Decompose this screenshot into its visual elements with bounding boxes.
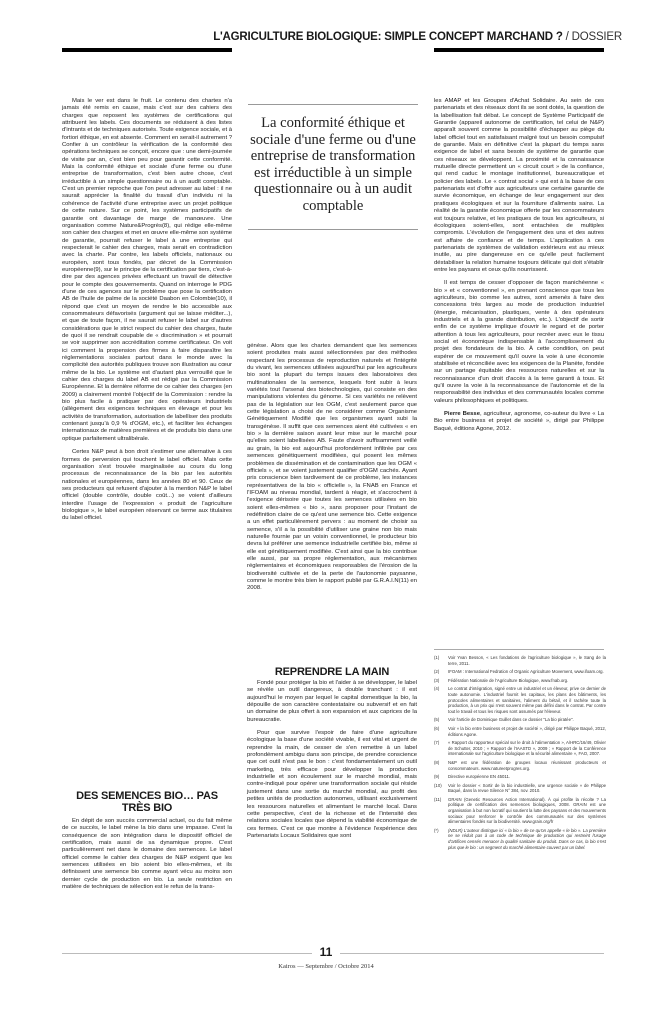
paragraph: Mais le ver est dans le fruit. Le contenu des chartes n'a jamais été remis en cause, mais c'est sur des cahiers des charges que reposent les systèmes de certifications qui attribuent les labels. Ces documents se réduisent à des listes d'intrants et de techniques autorisés. Toute exigence sociale, et à fortiori éthique, en est absente. Comment en serait-il autrement ? Confier à un contrôleur la vérification de la conformité des opérations techniques se conçoit, encore que : une demi-journée de visite par an, c'est bien peu pour garantir cette conformité. Mais la conformité éthique et sociale d'une ferme ou d'une entreprise de transformation, c'est bien autre chose, c'est irréductible à un simple questionnaire ou à un audit comptable. C'est un premier reproche que l'on peut adresser au label : il ne saurait apprécier la finalité du travail d'un individu ni la cohérence de l'activité d'une entreprise avec un projet politique de cette nature. Sur ce point, les systèmes participatifs de garantie ont davantage de marge de manœuvre. Une organisation comme Nature&Progrès(8), qui rédige elle-même son cahier des charges et met en œuvre elle-même son système de garantie, pourrait refuser le label à une entreprise qui respecterait le cahier des charges, mais serait en contradiction avec la charte. Par contre, les labels officiels, nationaux ou européen, sont tous fondés, par décret de la Commission européenne(9), sur le principe de la certification par tiers, c'est-à-dire par des agences privées effectuant un travail de détective pour le compte des gouvernements. Quand on interroge le PDG d'une de ces agences sur le problème que pose la certification AB de l'huile de palme de la société Daabon en Colombie(10), il répond que c'est un moyen de rendre le bio accessible aux consommateurs défavorisés (argument qui se laisse méditer...), et que de toute façon, il ne saurait refuser le label sur d'autres considérations que le strict respect du cahier des charges, faute de quoi il se rendrait coupable de « discrimination » et pourrait se voir supprimer son accréditation comme certificateur. On voit ici comment la propension des firmes à faire disparaître les réglementations sociales partout dans le monde avec la complicité des autorités publiques trouve son illustration au cœur même de la bio. Le système est d'autant plus verrouillé que le cahier des charges du label AB est rédigé par la Commission Européenne. Et la dernière réforme de ce cahier des charges (en 2009) a clairement montré l'objectif de la Commission : rendre la bio plus facile à pratiquer par des opérateurs industriels (allègement des exigences techniques en élevage et pour les activités de transformation, autorisation de labelliser des produits contenant jusqu'à 0,9 % d'OGM, etc.), et faciliter les échanges internationaux de matières premières et de produits bio dans une optique parfaitement ultralibérale. [62,98,232,442]
footnote [434,783,606,794]
footnote-number: (1) [434,655,440,660]
paragraph: Pour que survive l'espoir de faire d'une agriculture écologique la base d'une société vivable, il est vital et urgent de reprendre la main, de cesser de s'en remettre à un label profondément ambigu dans son principe, de prendre conscience que cet outil n'est pas le bon : c'est fondamentalement un outil marketing, très efficace pour développer la production industrielle et son écoulement sur le marché mondial, mais contre-indiqué pour opérer une transformation sociale qui réside justement dans une sortie du marché mondial, au profit des petites unités de production autonomes, utilisant exclusivement les ressources naturelles et alimentant le marché local. Dans cette perspective, c'est de la richesse et de l'intensité des relations sociales locales que dépend la viabilité économique de ces fermes. C'est ce que montre à l'évidence l'expérience des Partenariats Locaux Solidaires que sont [247,730,417,839]
footnote-number: (6) [434,725,440,731]
footnote [434,686,606,714]
publication-line: Kairos — Septembre / Octobre 2014 [278,963,374,970]
footnote-text: IFOAM : International Fedration of Organic Agriculture Movement, www.ifoam.org. [448,669,604,675]
footnote [434,828,606,850]
header-title: L'AGRICULTURE BIOLOGIQUE: SIMPLE CONCEPT MARCHAND ? [213,31,563,43]
page-number: 11 [319,945,333,959]
footnote-number: (2) [434,669,440,675]
paragraph: les AMAP et les Groupes d'Achat Solidaire. Au sein de ces partenariats et des réseaux dont ils se sont dotés, la question de la labellisation fait débat. Le concept de Système Participatif de Garantie (appareil autonome de certification, tel celui de N&P) apparaît souvent comme la possibilité d'échapper au piège du label officiel tout en satisfaisant malgré tout un besoin compulsif de garantie. Mais en définitive c'est la plupart du temps sans exigence de label et sans besoin de système de garantie que ces réseaux se développent. La proximité et la connaissance mutuelle directe permettent un « circuit court » de la confiance, qui rend caduc le montage institutionnel, bureaucratique et policier des labels. Le « contrat social » qui est à la base de ces partenariats est d'offrir aux agriculteurs une certaine garantie de survie économique, en échange de leur engagement sur des pratiques écologiques et sur la fourniture d'aliments sains. La réalité de la garantie économique offerte par les consommateurs est toujours relative, et les pratiques de tous les agriculteurs, si écologiques soient-elles, sont entachées de multiples compromis. L'évolution de l'engagement des uns et des autres est affaire de confiance et de temps. L'application à ces partenariats de systèmes de validation extérieurs est au mieux inutile, au pire dangereuse en ce qu'elle peut facilement déstabiliser la relation humaine toujours délicate qui doit s'établir entre les paysans et ceux qu'ils nourrissent. [434,98,604,273]
article-column-2 [247,343,417,599]
footnote [434,678,606,684]
footnote-number: (4) [434,686,440,692]
author-bio: , agriculteur, agronome, co-auteur du livre « La Bio entre business et projet de société », dirigé par Philippe Baqué, éditions Agone, 2012. [434,411,604,432]
footnote-number: (9) [434,774,440,780]
article-column-1-continued [62,818,232,897]
paragraph: Il est temps de cesser d'opposer de façon manichéenne « bio » et « conventionnel », en prenant conscience que tous les agriculteurs, bio comme les autres, sont amenés à faire des concessions très larges au mode de production industriel (énergie, mécanisation, plastiques, vente à des opérateurs industriels et à la grande distribution, etc.). L'objectif de sortir enfin de ce système implique d'ouvrir le regard et de porter attention à tous les agriculteurs, pour recréer avec eux le tissu social et économique indispensable à l'accomplissement du projet des fondateurs de la bio. À cette condition, on peut espérer de ce mouvement qu'il ouvre la voie à une économie stabilisée et réconciliée avec les exigences de la Planète, fondée sur un partage équitable des ressources naturelles et sur la reconnaissance d'un droit d'accès à la terre garanti à tous. Et qu'il ouvre la voie à la reconnaissance de l'autonomie et de la responsabilité des individus et des communautés locales comme valeurs philosophiques et politiques. [434,280,604,404]
footnote-text: Le contrat d'intégration, signé entre un industriel et un éleveur, prive ce dernier de toute autonomie. L'industriel fournit les capitaux, les plans des bâtiments, les protocoles alimentaires et sanitaires, l'aliment du bétail, et il rachète toute la production, à un prix qui n'est souvent même pas défini dans le contrat. Par contre tout le travail et tous les risques sont assumés par l'éleveur. [448,686,606,714]
footnote-number: (10) [434,782,442,788]
footnote [434,740,606,757]
footnote-text: Fédération Nationale de l'Agriculture Biologique, www.fnab.org. [448,677,569,683]
footnote-text: GRAIN (Genetic Resources Action International). À qui profite la récolte ? La politique de certification des semences biologiques, 2008. GRAIN est une organisation à but non lucratif qui soutient la lutte des paysans et des mouvements sociaux pour renforcer le contrôle des communautés sur des systèmes alimentaires fondés sur la biodiversité. www.grain.org/fr [448,796,606,825]
footnote-text: Voir Yvan Besson, « Les fondations de l'agriculture biologique », le Sang de la terre, 2011. [448,655,606,666]
footnote-number: (7) [434,740,440,746]
subheading-reprendre: REPRENDRE LA MAIN [274,666,390,678]
footnote [434,717,606,723]
top-rule-left [62,48,232,52]
footnote-text: Directive européenne EN 45011. [448,774,511,780]
paragraph: Fondé pour protéger la bio et l'aider à se développer, le label se révèle un outil dangereux, à double tranchant : il est aujourd'hui le moyen par lequel le capital domestique la bio, la dépouille de son caractère contestataire ou subversif et en fait un domaine de plus offert à son expansion et aux caprices de la bureaucratie. [247,680,417,723]
footnote-text: Voir l'article de Dominique Guillet dans ce dossier "La bio piratée". [448,717,574,723]
footnote-number: (11) [434,796,442,802]
top-rule-right [434,48,604,52]
paragraph: Certes N&P peut à bon droit s'estimer une alternative à ces formes de perversion qui touchent le label officiel. Mais cette organisation s'est trouvée marginalisée au cours du long processus de reconnaissance de la bio par les autorités nationales et européennes, dans les années 80 et 90. Ceux de ses producteurs qui refusent d'ajouter à la mention N&P le label officiel (double contrôle, double coût...) se voient d'ailleurs interdire l'usage de l'expression « produit de l'agriculture biologique », le label européen réservant ce terme aux titulaires du label officiel. [62,449,232,522]
footnote [434,726,606,737]
footnote-text: « Rapport du rapporteur spécial sur le droit à l'alimentation », A/HRC/16/49, Olivier de Schutter, 2010 ; « Rapport de l'IAASTD », 2009 ; « Rapport de la Conférence internationale sur l'agriculture biologique et la sécurité alimentaire », FAO, 2007. [448,740,606,757]
author-name: Pierre Besse [444,411,480,418]
pull-quote: La conformité éthique et sociale d'une ferme ou d'une entreprise de transformation est irréductible à un simple questionnaire ou à un audit comptable [248,104,418,230]
footnote-text: Voir « la bio entre business et projet de société », dirigé par Philippe Baqué, 2012, éditions Agone. [448,725,606,737]
footnote [434,774,606,780]
footnotes-divider [434,649,604,650]
footnote [434,669,606,675]
footnote-number: (8) [434,759,440,765]
footnotes [434,655,606,853]
running-header [0,31,622,43]
footnote-number: (3) [434,677,440,683]
subheading-semences: DES SEMENCES BIO… PAS TRÈS BIO [76,790,218,814]
header-section: / DOSSIER [562,31,622,43]
footnote-number: (*) [434,827,439,833]
footnote-number: (5) [434,717,440,723]
footnote [434,655,606,666]
footnote [434,760,606,771]
footnote-text: N&P est une fédération de groupes locaux réunissant producteurs et consommateurs. www.natureetprogres.org. [448,759,606,771]
footnote-text: Voir le dossier « Sortir de la bio industrielle, une urgence sociale » de Philippe Baqué, dans la revue Silence N° 384, nov. 2010. [448,782,606,794]
footnote [434,797,606,825]
paragraph: En dépit de son succès commercial actuel, ou du fait même de ce succès, le label mène la bio dans une impasse. C'est la conséquence de son intégration dans le dispositif officiel de certification, mais aussi de sa dynamique propre. C'est particulièrement net dans le domaine des semences. Le label officiel comme le cahier des charges de N&P exigent que les semences utilisées en bio soient bio elles-mêmes, et ils définissent une semence bio comme ayant vécu au moins son dernier cycle de production en bio. La seule restriction en matière de techniques de sélection est le refus de la trans- [62,818,232,891]
article-column-1 [62,98,232,529]
paragraph: génèse. Alors que les chartes demandent que les semences soient produites mais aussi sélectionnées par des méthodes respectant les processus de reproduction naturels et l'intégrité du vivant, les semences utilisées aujourd'hui par les agriculteurs bio sont la plupart du temps issues des laboratoires des multinationales de la semence, lesquels font subir à leurs variétés tout l'arsenal des biotechnologies, qui consiste en des manipulations violentes du génome. Si ces variétés ne relèvent pas de la législation sur les OGM, c'est seulement parce que cette législation a choisi de ne considérer comme Organisme Génétiquement Modifié que les organismes ayant subi la transgénèse. Il suffit que ces semences aient été cultivées « en bio » la dernière saison avant leur mise sur le marché pour qu'elles soient labellisées AB. Faute d'avoir suffisamment veillé au grain, la bio est aujourd'hui profondément infiltrée par ces semences génétiquement modifiées, qui posent les mêmes problèmes de dissémination et de contamination que les OGM « officiels », et se voient justement qualifier d'OGM cachés. Ayant pris conscience bien tardivement de ce problème, les instances représentatives de la bio « officielle », la FNAB en France et l'IFOAM au niveau mondial, tardent à réagir, et s'accrochent à l'exigence dérisoire que toutes les semences utilisées en bio soient elles-mêmes « bio », sans proposer pour l'instant de redéfinition claire de ce qu'est une semence bio. Cette exigence a un effet particulièrement pervers : au moment de choisir sa semence, s'il a la possibilité d'utiliser une graine non bio mais naturelle fournie par un voisin conventionnel, le producteur bio devra lui préférer une semence industrielle certifiée bio, même si elle est génétiquement modifiée. C'est ainsi que la bio contribue elle aussi, par sa propre réglementation, aux mécanismes réglementaires et économiques responsables de l'érosion de la biodiversité cultivée et de la perte de l'autonomie paysanne, comme le montre très bien le rapport publié par G.R.A.I.N(11) en 2008. [247,343,417,592]
footnote-text: (NDLR) L'auteur distingue ici « la bio » de ce qu'on appelle « le bio ». La première ne se réduit pas à un code de technique de production qui restreint l'usage d'artifices censés menacer la qualité sanitaire du produit. Dans ce cas, la bio n'est plus que le bio : un segment du marché alimentaire couvert par un label. [448,827,606,850]
author-signature [434,411,604,433]
article-column-3 [434,98,604,439]
article-column-2-continued [247,680,417,846]
